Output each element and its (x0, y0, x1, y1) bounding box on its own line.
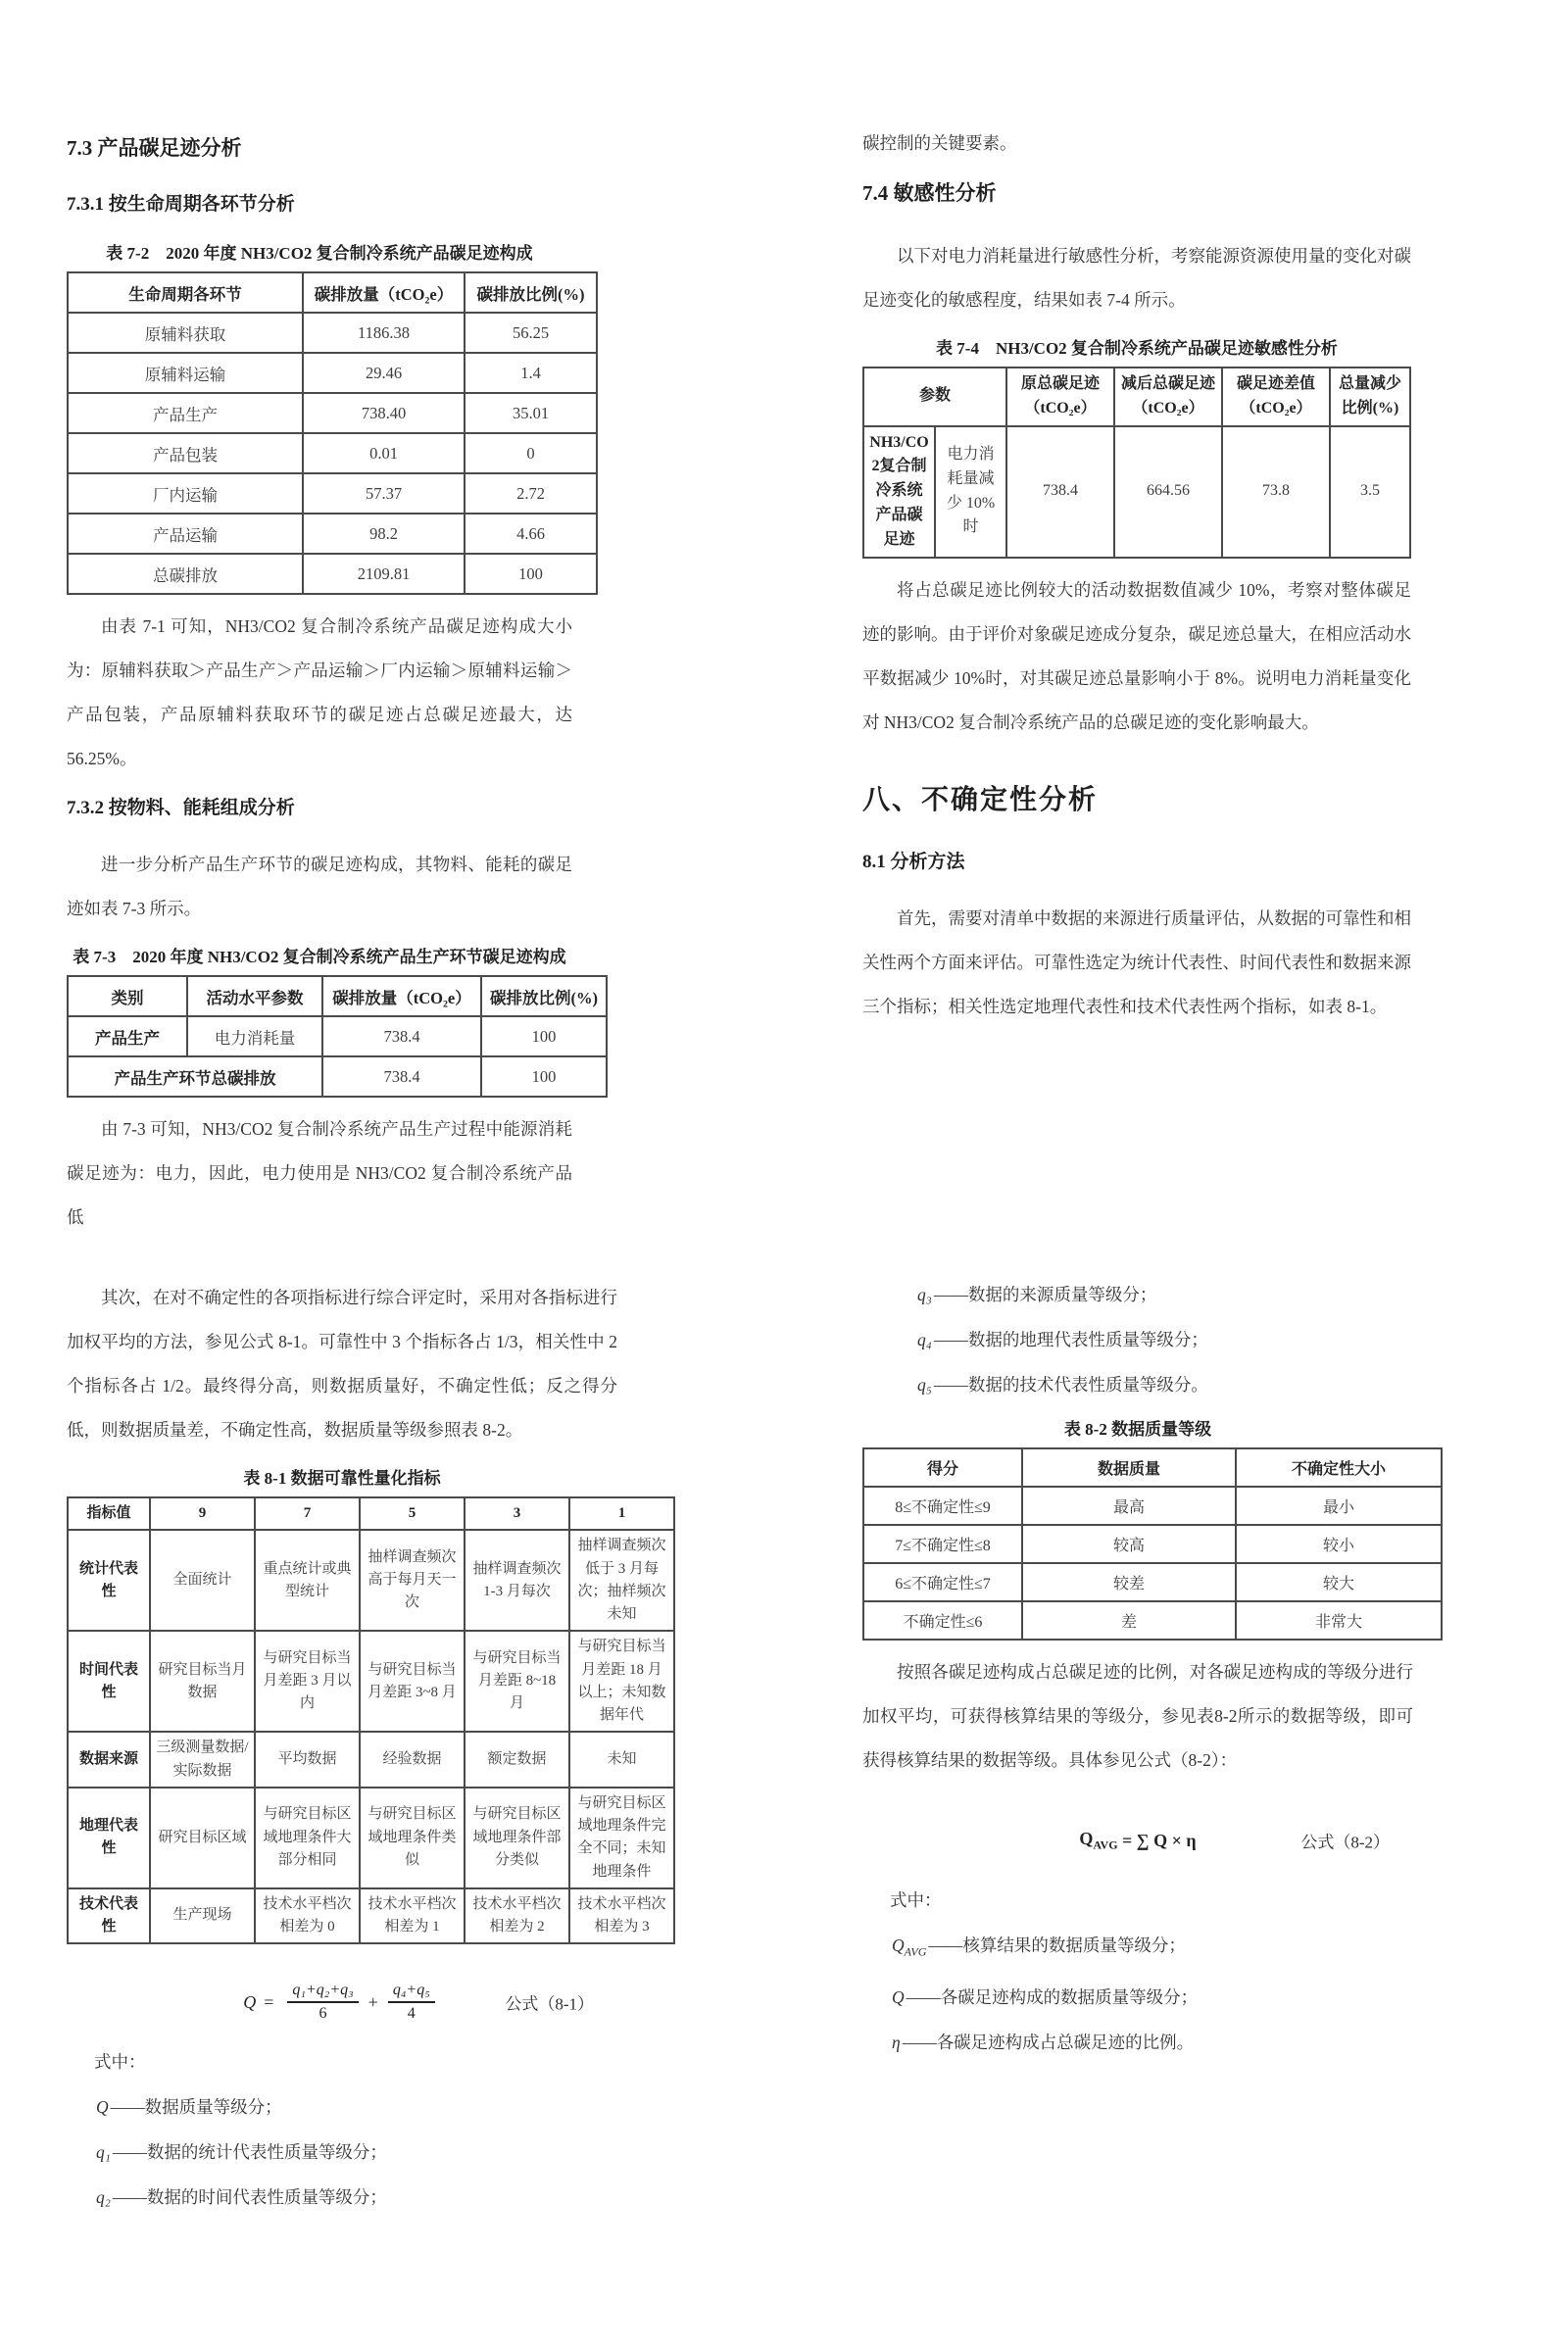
table-cell: 664.56 (1114, 426, 1222, 558)
definition-list-8-1-right (862, 1272, 1413, 1407)
table-cell: 碳排放比例(%) (481, 976, 607, 1016)
paragraph-8-2-weighting: 按照各碳足迹构成占总碳足迹的比例，对各碳足迹构成的等级分进行加权平均，可获得核算结果的等级分，参见表8-2所示的数据等级，即可获得核算结果的数据等级。具体参见公式（8-2）： (862, 1662, 1413, 1770)
section-heading-8-1: 8.1 分析方法 (862, 851, 965, 872)
formula-lhs: $Q_{AVG}$ (1079, 1828, 1118, 1852)
table-cell: 碳足迹差值（tCO₂e） (1222, 368, 1330, 426)
table-cell: 地理代表性 (68, 1788, 150, 1888)
table-cell: 碳排放比例(%) (465, 272, 597, 313)
table-row (68, 1016, 607, 1056)
table-8-2 (862, 1447, 1443, 1641)
table-cell: 9 (150, 1497, 255, 1530)
definition-list-8-2 (862, 1923, 1413, 2065)
column-bottom-left (67, 1274, 666, 2220)
formula-term-definition: q₂ ——数据的时间代表性质量等级分； (96, 2187, 387, 2208)
table-row (68, 554, 597, 594)
table-7-3-title: 表 7-3 2020 年度 NH3/CO2 复合制冷系统产品生产环节碳足迹构成 (73, 948, 566, 966)
table-cell: 全面统计 (150, 1530, 255, 1631)
table-cell: 产品包装 (68, 433, 303, 473)
formula-term-definition: q₅ ——数据的技术代表性质量等级分。 (917, 1375, 1208, 1395)
where-label: 式中： (890, 1890, 942, 1910)
table-cell: 得分 (863, 1448, 1022, 1487)
table-row (68, 353, 597, 393)
plus-sign: + (368, 1991, 378, 2012)
paragraph-7-4-intro: 以下对电力消耗量进行敏感性分析，考察能源资源使用量的变化对碳足迹变化的敏感程度，结果如表 7-4 所示。 (862, 246, 1411, 310)
table-row (68, 1530, 674, 1631)
section-heading-7-3: 7.3 产品碳足迹分析 (67, 136, 242, 160)
table-8-1-title: 表 8-1 数据可靠性量化指标 (243, 1469, 441, 1488)
table-cell: 类别 (68, 976, 187, 1016)
table-cell: 57.37 (303, 473, 465, 514)
section-heading-7-3-1: 7.3.1 按生命周期各环节分析 (67, 194, 295, 215)
chapter-heading-8: 八、不确定性分析 (862, 784, 1099, 815)
formula-term-definition: $Q_{AVG}$ ——核算结果的数据质量等级分； (892, 1936, 1186, 1959)
table-cell: 不确定性≤6 (863, 1601, 1022, 1640)
table-cell: 产品生产 (68, 1016, 187, 1056)
table-cell: 与研究目标区域地理条件部分类似 (465, 1788, 569, 1888)
table-cell: 数据质量 (1022, 1448, 1236, 1487)
table-cell: 重点统计或典型统计 (255, 1530, 360, 1631)
equals-sign: = (264, 1991, 274, 2012)
table-cell: 非常大 (1236, 1601, 1442, 1640)
table-cell: 减后总碳足迹（tCO₂e） (1114, 368, 1222, 426)
table-cell: 原辅料运输 (68, 353, 303, 393)
table-cell: 100 (481, 1056, 607, 1097)
table-cell: 3 (465, 1497, 569, 1530)
paragraph-table-7-3-analysis: 由 7-3 可知，NH3/CO2 复合制冷系统产品生产过程中能源消耗碳足迹为：电力，因此，电力使用是 NH3/CO2 复合制冷系统产品低 (67, 1119, 572, 1227)
table-cell: 7≤不确定性≤8 (863, 1525, 1022, 1563)
section-heading-7-4: 7.4 敏感性分析 (862, 181, 997, 205)
table-cell: 电力消耗量减少 10%时 (935, 426, 1006, 558)
paragraph-table-7-2-analysis: 由表 7-1 可知，NH3/CO2 复合制冷系统产品碳足迹构成大小为：原辅料获取＞产品生产＞产品运输＞厂内运输＞原辅料运输＞产品包装，产品原辅料获取环节的碳足迹占总碳足迹最大，达 56.25%。 (67, 616, 572, 768)
section-heading-7-3-2: 7.3.2 按物料、能耗组成分析 (67, 798, 295, 818)
fraction-1-denominator: 6 (318, 2005, 327, 2023)
table-cell: 4.66 (465, 514, 597, 554)
table-cell: 738.4 (322, 1016, 481, 1056)
table-cell: 8≤不确定性≤9 (863, 1487, 1022, 1525)
table-cell: 0.01 (303, 433, 465, 473)
table-row (863, 1448, 1442, 1487)
table-cell: 抽样调查频次低于 3 月每次；抽样频次未知 (569, 1530, 674, 1631)
table-cell: 研究目标区域 (150, 1788, 255, 1888)
table-cell: 较小 (1236, 1525, 1442, 1563)
table-cell: 未知 (569, 1732, 674, 1788)
table-row (863, 368, 1410, 426)
table-row (863, 426, 1410, 558)
table-cell: 与研究目标当月差距 3~8 月 (360, 1631, 465, 1732)
formula-lhs: Q (243, 1991, 257, 2012)
table-cell: 总量减少比例(%) (1330, 368, 1410, 426)
table-row (863, 1525, 1442, 1563)
table-cell: 三级测量数据/实际数据 (150, 1732, 255, 1788)
formula-term-definition: q₃ ——数据的来源质量等级分； (917, 1285, 1157, 1304)
table-cell: 技术水平档次相差为 2 (465, 1888, 569, 1944)
table-8-2-title: 表 8-2 数据质量等级 (1063, 1420, 1212, 1439)
table-8-1 (67, 1496, 675, 1944)
formula-rhs: = ∑ Q × η (1122, 1830, 1197, 1850)
table-cell: 与研究目标当月差距 18 月以上；未知数据年代 (569, 1631, 674, 1732)
fraction-1-numerator: q₁+q₂+q₃ (287, 1982, 358, 2003)
table-cell: 2109.81 (303, 554, 465, 594)
table-cell: 统计代表性 (68, 1530, 150, 1631)
table-cell: 不确定性大小 (1236, 1448, 1442, 1487)
table-row (863, 1487, 1442, 1525)
table-cell: 最高 (1022, 1487, 1236, 1525)
table-cell: 技术水平档次相差为 3 (569, 1888, 674, 1944)
table-row (68, 433, 597, 473)
table-cell: 3.5 (1330, 426, 1410, 558)
table-cell: 较差 (1022, 1563, 1236, 1601)
table-cell: 1186.38 (303, 313, 465, 353)
table-cell: 98.2 (303, 514, 465, 554)
paragraph-continuation: 碳控制的关键要素。 (862, 133, 1017, 153)
table-cell: 29.46 (303, 353, 465, 393)
table-cell: 经验数据 (360, 1732, 465, 1788)
table-cell: 数据来源 (68, 1732, 150, 1788)
table-row (68, 1732, 674, 1788)
table-row (863, 1563, 1442, 1601)
table-cell: 7 (255, 1497, 360, 1530)
table-7-4-title: 表 7-4 NH3/CO2 复合制冷系统产品碳足迹敏感性分析 (936, 339, 1338, 358)
table-cell: 产品运输 (68, 514, 303, 554)
table-row (68, 393, 597, 433)
table-cell: 技术代表性 (68, 1888, 150, 1944)
table-cell: 与研究目标当月差距 3 月以内 (255, 1631, 360, 1732)
table-7-2 (67, 271, 598, 595)
table-cell: 最小 (1236, 1487, 1442, 1525)
table-row (68, 1631, 674, 1732)
table-cell: 较高 (1022, 1525, 1236, 1563)
table-cell: 生产现场 (150, 1888, 255, 1944)
table-cell: 与研究目标当月差距 8~18 月 (465, 1631, 569, 1732)
table-cell: 738.40 (303, 393, 465, 433)
table-cell: 100 (465, 554, 597, 594)
formula-8-2 (862, 1812, 1413, 1869)
table-row (68, 1788, 674, 1888)
column-top-left (67, 132, 598, 1251)
table-cell: 5 (360, 1497, 465, 1530)
table-row (68, 1497, 674, 1530)
table-cell: 较大 (1236, 1563, 1442, 1601)
table-row (863, 1601, 1442, 1640)
table-cell: 技术水平档次相差为 1 (360, 1888, 465, 1944)
table-row (68, 514, 597, 554)
formula-term-definition: q₄ ——数据的地理代表性质量等级分； (917, 1330, 1208, 1349)
fraction-2-denominator: 4 (407, 2005, 416, 2023)
table-cell: 碳排放量（tCO₂e） (303, 272, 465, 313)
formula-8-1-label: 公式（8-1） (505, 1994, 594, 2014)
table-cell: 1.4 (465, 353, 597, 393)
table-cell: 56.25 (465, 313, 597, 353)
table-row (68, 272, 597, 313)
table-cell: 时间代表性 (68, 1631, 150, 1732)
paragraph-7-3-2-intro: 进一步分析产品生产环节的碳足迹构成，其物料、能耗的碳足迹如表 7-3 所示。 (67, 855, 572, 918)
fraction-2-numerator: q₄+q₅ (388, 1982, 435, 2003)
table-cell: 35.01 (465, 393, 597, 433)
table-cell: 指标值 (68, 1497, 150, 1530)
table-cell: 技术水平档次相差为 0 (255, 1888, 360, 1944)
table-cell: NH3/CO2复合制冷系统产品碳足迹 (863, 426, 935, 558)
table-row (68, 1888, 674, 1944)
formula-8-2-expression (1079, 1829, 1196, 1853)
table-7-3 (67, 975, 608, 1098)
table-cell: 抽样调查频次高于每月天一次 (360, 1530, 465, 1631)
table-row (68, 313, 597, 353)
table-cell: 碳排放量（tCO₂e） (322, 976, 481, 1016)
table-7-4 (862, 367, 1411, 559)
table-cell: 总碳排放 (68, 554, 303, 594)
table-cell: 6≤不确定性≤7 (863, 1563, 1022, 1601)
table-cell: 73.8 (1222, 426, 1330, 558)
table-cell: 与研究目标区域地理条件完全不同；未知地理条件 (569, 1788, 674, 1888)
formula-term-definition: η ——各碳足迹构成占总碳足迹的比例。 (892, 2032, 1195, 2052)
formula-term-definition: Q ——数据质量等级分； (96, 2097, 282, 2118)
formula-8-1-expression (243, 1982, 441, 2023)
table-row (68, 473, 597, 514)
table-cell: 平均数据 (255, 1732, 360, 1788)
table-cell: 抽样调查频次 1-3 月每次 (465, 1530, 569, 1631)
paragraph-8-1-second: 其次，在对不确定性的各项指标进行综合评定时，采用对各指标进行加权平均的方法，参见公式 8-1。可靠性中 3 个指标各占 1/3，相关性中 2 个指标各占 1/2。最终得分高，则数据质量好，不确定性低；反之得分低，则数据质量差，不确定性高，数据质量等级参照表 8-2。 (67, 1288, 617, 1440)
table-cell: 738.4 (1006, 426, 1114, 558)
table-cell: 100 (481, 1016, 607, 1056)
table-cell: 原辅料获取 (68, 313, 303, 353)
formula-term-definition: q₁ ——数据的统计代表性质量等级分； (96, 2142, 387, 2163)
table-cell: 与研究目标区域地理条件大部分相同 (255, 1788, 360, 1888)
table-row (68, 1056, 607, 1097)
definition-list-8-1-left (67, 2084, 617, 2220)
formula-term-definition: Q ——各碳足迹构成的数据质量等级分； (892, 1986, 1199, 2007)
table-cell: 活动水平参数 (187, 976, 322, 1016)
column-bottom-right (862, 1272, 1413, 2065)
fraction-2 (388, 1982, 435, 2023)
formula-8-1 (67, 1974, 617, 2031)
formula-8-2-label: 公式（8-2） (1300, 1833, 1390, 1852)
table-cell: 与研究目标区域地理条件类似 (360, 1788, 465, 1888)
table-cell: 2.72 (465, 473, 597, 514)
table-cell: 0 (465, 433, 597, 473)
table-cell: 产品生产 (68, 393, 303, 433)
table-row (68, 976, 607, 1016)
where-label: 式中： (94, 2052, 146, 2073)
table-cell: 738.4 (322, 1056, 481, 1097)
table-7-2-title: 表 7-2 2020 年度 NH3/CO2 复合制冷系统产品碳足迹构成 (106, 244, 533, 263)
table-cell: 差 (1022, 1601, 1236, 1640)
paragraph-table-7-4-analysis: 将占总碳足迹比例较大的活动数据数值减少 10%，考察对整体碳足迹的影响。由于评价对象碳足迹成分复杂，碳足迹总量大，在相应活动水平数据减少 10%时，对其碳足迹总量影响小于 8%。说明电力消耗量变化对 NH3/CO2 复合制冷系统产品的总碳足迹的变化影响最大。 (862, 579, 1411, 732)
table-cell: 生命周期各环节 (68, 272, 303, 313)
paragraph-8-1-first: 首先，需要对清单中数据的来源进行质量评估，从数据的可靠性和相关性两个方面来评估。可靠性选定为统计代表性、时间代表性和数据来源三个指标；相关性选定地理代表性和技术代表性两个指标，如表 8-1。 (862, 907, 1411, 1016)
table-cell: 厂内运输 (68, 473, 303, 514)
table-cell: 参数 (863, 368, 1006, 426)
table-cell: 电力消耗量 (187, 1016, 322, 1056)
table-cell: 1 (569, 1497, 674, 1530)
table-cell: 原总碳足迹（tCO₂e） (1006, 368, 1114, 426)
table-cell: 产品生产环节总碳排放 (68, 1056, 322, 1097)
table-cell: 研究目标当月数据 (150, 1631, 255, 1732)
table-cell: 额定数据 (465, 1732, 569, 1788)
column-top-right (862, 120, 1411, 1041)
fraction-1 (287, 1982, 358, 2023)
